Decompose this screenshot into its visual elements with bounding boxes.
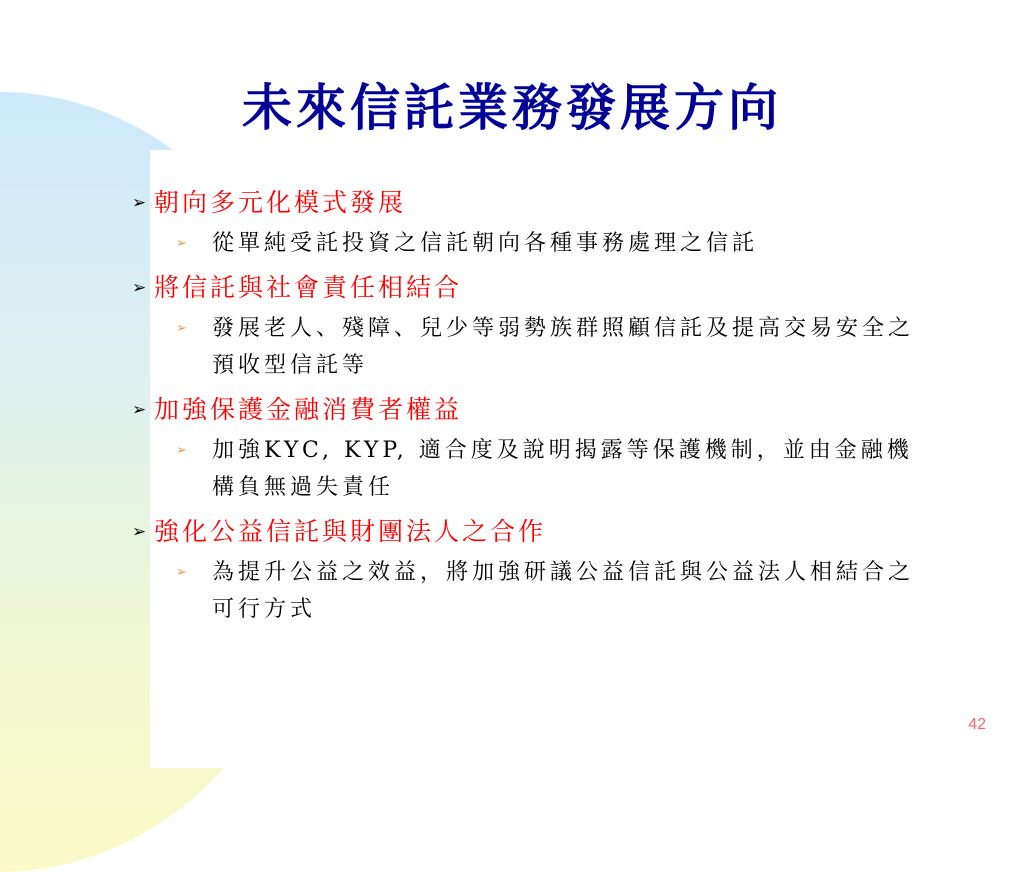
slide-title: 未來信託業務發展方向 bbox=[242, 78, 782, 137]
arrow-bullet-icon: ➢ bbox=[132, 193, 147, 213]
arrow-bullet-icon: ➢ bbox=[132, 522, 147, 542]
bullet-2 bbox=[132, 268, 932, 308]
bullet-3 bbox=[132, 390, 932, 430]
bullet-heading: 加強保護金融消費者權益 bbox=[154, 395, 463, 424]
sub-arrow-icon: ➢ bbox=[176, 236, 187, 251]
sub-bullet-1 bbox=[176, 225, 932, 262]
bullet-1 bbox=[132, 183, 932, 223]
bullet-heading: 朝向多元化模式發展 bbox=[154, 188, 407, 217]
sub-bullet-text: 從單純受託投資之信託朝向各種事務處理之信託 bbox=[212, 231, 759, 256]
sub-arrow-icon: ➢ bbox=[176, 443, 187, 458]
arrow-bullet-icon: ➢ bbox=[132, 400, 147, 420]
bullet-heading: 強化公益信託與財團法人之合作 bbox=[154, 517, 547, 546]
bullet-heading: 將信託與社會責任相結合 bbox=[154, 273, 463, 302]
bullet-4 bbox=[132, 512, 932, 552]
arrow-bullet-icon: ➢ bbox=[132, 278, 147, 298]
sub-bullet-text: 為提升公益之效益，將加強研議公益信託與公益法人相結合之可行方式 bbox=[212, 560, 915, 622]
sub-bullet-text: 加強KYC, KYP, 適合度及說明揭露等保護機制，並由金融機構負無過失責任 bbox=[212, 438, 913, 500]
sub-bullet-3 bbox=[176, 432, 932, 506]
slide-content bbox=[132, 183, 932, 634]
page-number: 42 bbox=[968, 716, 986, 733]
sub-arrow-icon: ➢ bbox=[176, 565, 187, 580]
sub-arrow-icon: ➢ bbox=[176, 321, 187, 336]
sub-bullet-text: 發展老人、殘障、兒少等弱勢族群照顧信託及提高交易安全之預收型信託等 bbox=[212, 316, 915, 378]
sub-bullet-4 bbox=[176, 554, 932, 628]
sub-bullet-2 bbox=[176, 310, 932, 384]
